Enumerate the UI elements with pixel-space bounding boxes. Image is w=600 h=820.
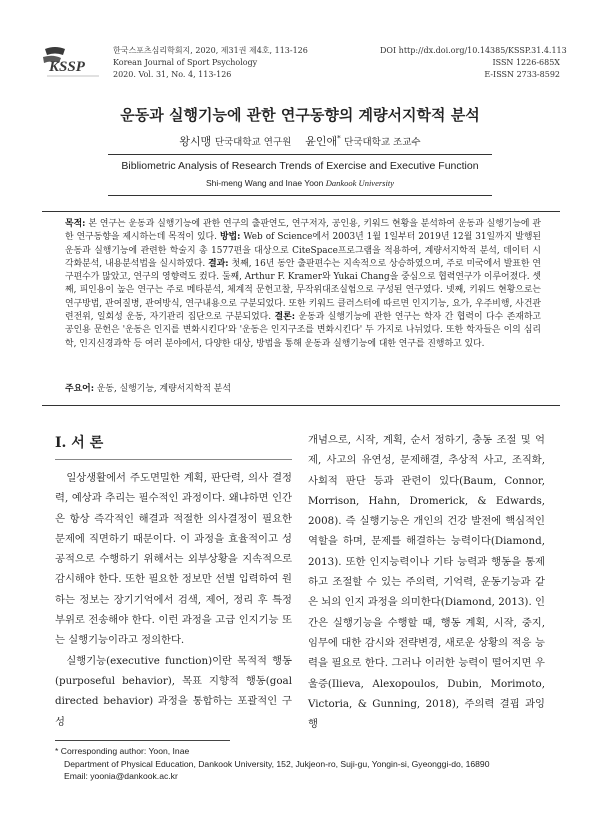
footnote-rule (55, 740, 230, 741)
abstract-purpose-label: 목적: (65, 219, 86, 229)
abstract-results: 첫째, 16년 동안 출판편수는 지속적으로 상승하였으며, 주로 미국에서 발표한 연구편수가 많았고, 연구의 영향력도 컸다. 둘째, Arthur F. Kramer와 Yukai Chang을 중심으로 협력연구가 이루어졌다. 셋째, 피인용이 높은 연구는 주로 메타분석, 체계적 문헌고찰, 무작위대조실험으로 구성된 연구였다. 넷째, 키워드 현황으로는 연구방법, 관여질병, 관여방식, 연구내용으로 구분되었다. 또한 키워드 클러스터에 따르면 인지기능, 요가, 우주비행, 사건관련전위, 일회성 운동, 자기관리 집단으로 구분되었다. (65, 258, 541, 323)
body-column-right (308, 430, 545, 734)
keywords-label: 주요어: (65, 384, 94, 394)
issn-text: ISSN 1226-685X (492, 58, 560, 67)
corresponding-email[interactable]: Email: yoonia@dankook.ac.kr (64, 771, 178, 781)
logo-text: KSSP (49, 59, 85, 75)
abstract (65, 218, 541, 351)
keywords (65, 381, 541, 394)
paper-title-ko: 운동과 실행기능에 관한 연구동향의 계량서지학적 분석 (120, 106, 480, 124)
abstract-conclusion-label: 결론: (274, 312, 296, 323)
eissn-text: E-ISSN 2733-8592 (484, 70, 560, 79)
authors-ko (0, 133, 600, 149)
footnote (55, 745, 560, 783)
journal-volume: 2020. Vol. 31, No. 4, 113-126 (113, 70, 232, 79)
author-2-affiliation: 단국대학교 조교수 (344, 137, 421, 148)
abstract-results-label: 결과: (208, 258, 229, 269)
paragraph-2-continued: 개념으로, 시작, 계획, 순서 정하기, 충동 조절 및 억제, 사고의 유연성, 문제해결, 추상적 사고, 조직화, 사회적 판단 등과 관련이 있다(Baum, Connor, Morrison, Hahn, Dromerick, & Edwards, 2008). 즉 실행기능은 개인의 건강 발전에 핵심적인 역할을 하며, 문제를 해결하는 능력이다(Diamond, 2013). 또한 인지능력이나 기타 능력과 행동을 통제하고 조절할 수 있는 주의력, 기억력, 운동기능과 같은 뇌의 인지 과정을 의미한다(Diamond, 2013). 인간은 실행기능을 수행할 때, 행동 계획, 시작, 중지, 임무에 대한 감시와 전략변경, 새로운 상황의 적응 능력을 필요로 한다. 그러나 이러한 능력이 떨어지면 우울증(Ilieva, Alexopoulos, Dubin, Morimoto, Victoria, & Gunning, 2018), 주의력 결핍 과잉 행 (308, 434, 545, 731)
authors-en (0, 178, 600, 188)
journal-name-ko: 한국스포츠심리학회지, 2020, 제31권 제4호, 113-126 (113, 46, 308, 55)
abstract-bottom-rule (42, 405, 560, 406)
author-1: 왕시맹 (179, 135, 212, 148)
corresponding-author: * Corresponding author: Yoon, Inae (55, 746, 190, 756)
abstract-method-label: 방법: (219, 232, 241, 243)
section-heading-rule (55, 459, 292, 460)
journal-name-en: Korean Journal of Sport Psychology (113, 58, 258, 67)
abstract-conclusion: 운동과 실행기능에 관한 연구는 학자 간 협력이 다수 존재하고 공인용 문헌은 '운동은 인지를 변화시킨다'와 '운동은 인지구조를 변화시킨다' 두 가지로 나뉘었다. 또한 학자들은 이의 심리학, 인지신경과학 등 여러 분야에서, 다양한 대상, 방법을 통해 운동과 실행기능에 대한 연구를 진행하고 있다. (65, 312, 541, 349)
journal-logo (41, 43, 103, 83)
author-names-en: Shi-meng Wang and Inae Yoon (206, 178, 324, 188)
abstract-top-rule (42, 211, 560, 212)
abstract-method: Web of Science에서 2003년 1월 1일부터 2019년 12월 31일까지 발행된 운동과 실행기능에 관련한 학술지 총 1577편을 대상으로 CiteSpace프로그램을 적용하여, 계량서지학적 분석, 데이터 시각화분석, 내용분석법을 실시하였다. (65, 232, 541, 269)
author-2: 윤인애 (305, 135, 338, 148)
doi-text[interactable]: DOI http://dx.doi.org/10.14385/KSSP.31.4.113 (380, 46, 567, 55)
section-heading-introduction: I. 서 론 (55, 435, 104, 451)
affiliation-en: Dankook University (325, 178, 394, 188)
paragraph-1: 일상생활에서 주도면밀한 계획, 판단력, 의사 결정력, 예상과 추리는 필수적인 과정이다. 왜냐하면 인간은 항상 즉각적인 해결과 적절한 의사결정이 필요한 문제에 직면하기 때문이다. 이 과정을 효율적이고 성공적으로 수행하기 위해서는 외부상황을 지속적으로 감시해야 한다. 또한 필요한 정보만 선별 입력하여 원하는 정보는 장기기억에서 검색, 제어, 정리 후 특정 부위로 전송해야 한다. 이런 과정을 고급 인지기능 또는 실행기능이라고 정의한다. (55, 472, 292, 647)
body-column-left (55, 468, 292, 732)
keywords-list: 운동, 실행기능, 계량서지학적 분석 (94, 384, 231, 394)
corresponding-mark: * (337, 134, 341, 143)
paper-title-en: Bibliometric Analysis of Research Trends of Exercise and Executive Function (121, 160, 479, 172)
author-1-affiliation: 단국대학교 연구원 (214, 137, 292, 148)
corresponding-address: Department of Physical Education, Dankook University, 152, Jukjeon-ro, Suji-gu, Yongin-si, Gyeonggi-do, 16890 (64, 758, 490, 769)
journal-citation (113, 45, 308, 81)
journal-identifiers (380, 45, 567, 81)
abstract-purpose: 본 연구는 운동과 실행기능에 관한 연구의 출판연도, 연구저자, 공인용, 키워드 현황을 분석하여 운동과 실행기능에 관한 연구동향을 제시하는데 목적이 있다. (65, 219, 541, 243)
paragraph-2: 실행기능(executive function)이란 목적적 행동(purposeful behavior), 목표 지향적 행동(goal directed behavior) 과정을 통합하는 포괄적인 구성 (55, 654, 292, 728)
